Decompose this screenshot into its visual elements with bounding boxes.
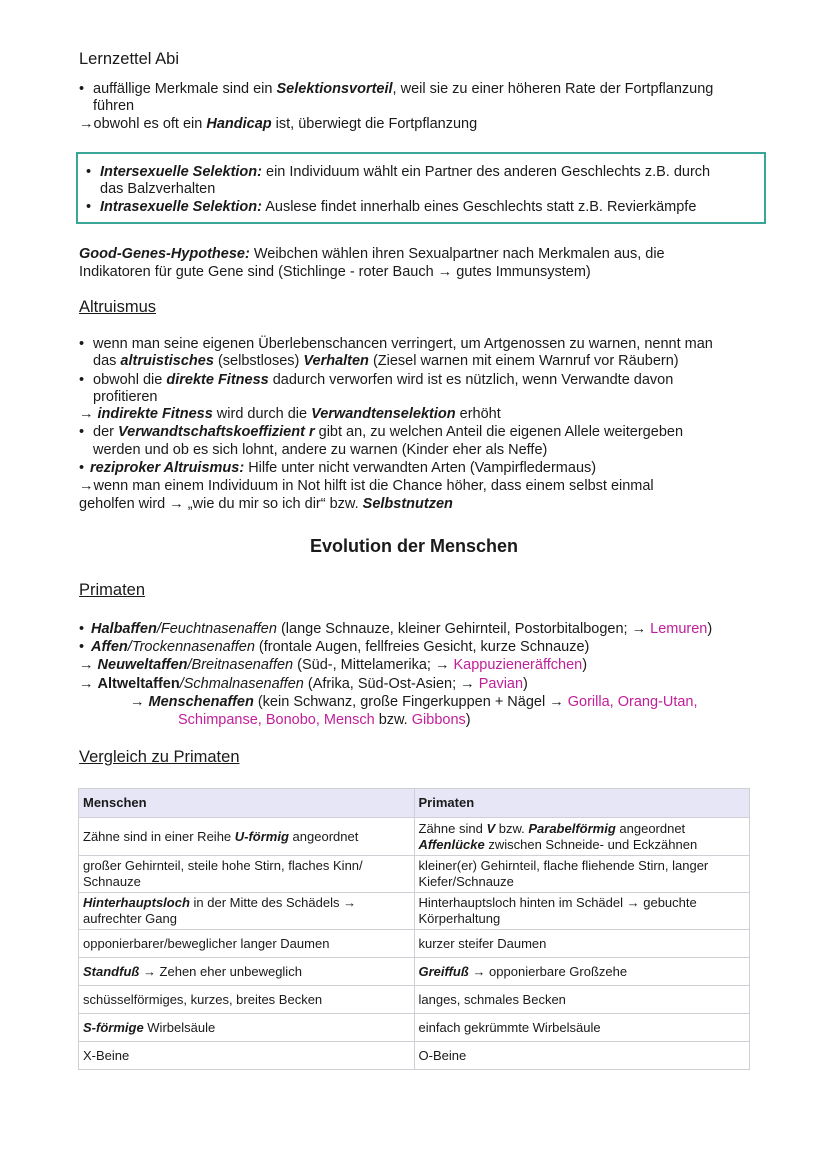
good-genes-cont: Indikatoren für gute Gene sind (Stichlinge - roter Bauch → gutes Immunsystem) xyxy=(79,264,591,280)
page-header: Lernzettel Abi xyxy=(79,50,179,68)
intersexual-selection: • Intersexuelle Selektion: ein Individuum wählt ein Partner des anderen Geschlechts z.B. durch xyxy=(86,164,711,180)
column-header-menschen: Menschen xyxy=(79,789,415,818)
table-cell: kurzer steifer Daumen xyxy=(414,930,750,958)
altruismus-line-5: → indirekte Fitness wird durch die Verwandtenselektion erhöht xyxy=(79,406,501,422)
table-row xyxy=(79,893,750,930)
primaten-line-1: • Halbaffen/Feuchtnasenaffen (lange Schnauze, kleiner Gehirnteil, Postorbitalbogen; → Lemuren) xyxy=(79,621,713,637)
table-cell: X-Beine xyxy=(79,1042,415,1070)
primaten-line-5: → Menschenaffen (kein Schwanz, große Fingerkuppen + Nägel → Gorilla, Orang-Utan, xyxy=(130,694,698,710)
table-row xyxy=(79,1014,750,1042)
altruismus-line-9: →wenn man einem Individuum in Not hilft ist die Chance höher, dass einem selbst einmal xyxy=(79,478,654,494)
evolution-title: Evolution der Menschen xyxy=(309,536,519,556)
altruismus-line-10: geholfen wird → „wie du mir so ich dir“ bzw. Selbstnutzen xyxy=(79,496,453,512)
table-cell: S-förmige Wirbelsäule xyxy=(79,1014,415,1042)
table-cell: langes, schmales Becken xyxy=(414,986,750,1014)
primaten-line-4: → Altweltaffen/Schmalnasenaffen (Afrika, Süd-Ost-Asien; → Pavian) xyxy=(79,676,528,692)
table-cell: Greiffuß → opponierbare Großzehe xyxy=(414,958,750,986)
good-genes-line: Good-Genes-Hypothese: Weibchen wählen ihren Sexualpartner nach Merkmalen aus, die xyxy=(79,246,665,262)
table-cell: Zähne sind in einer Reihe U-förmig angeordnet xyxy=(79,818,415,856)
comparison-table xyxy=(78,788,750,1070)
altruismus-line-2: das altruistisches (selbstloses) Verhalten (Ziesel warnen mit einem Warnruf vor Räubern) xyxy=(93,353,679,369)
intro-bullet-1: • auffällige Merkmale sind ein Selektionsvorteil, weil sie zu einer höheren Rate der Fortpflanzung xyxy=(79,81,714,97)
altruismus-line-7: werden und ob es sich lohnt, andere zu warnen (Kinder eher als Neffe) xyxy=(93,442,548,458)
table-row xyxy=(79,818,750,856)
table-cell: Hinterhauptsloch hinten im Schädel → gebuchte Körperhaltung xyxy=(414,893,750,930)
table-cell: schüsselförmiges, kurzes, breites Becken xyxy=(79,986,415,1014)
primaten-line-6: Schimpanse, Bonobo, Mensch bzw. Gibbons) xyxy=(178,712,471,728)
column-header-primaten: Primaten xyxy=(414,789,750,818)
table-row xyxy=(79,1042,750,1070)
intersexual-selection-cont: das Balzverhalten xyxy=(100,181,216,197)
table-cell: Hinterhauptsloch in der Mitte des Schädels → aufrechter Gang xyxy=(79,893,415,930)
altruismus-heading: Altruismus xyxy=(79,298,157,316)
table-cell: Standfuß → Zehen eher unbeweglich xyxy=(79,958,415,986)
altruismus-line-8: • reziproker Altruismus: Hilfe unter nicht verwandten Arten (Vampirfledermaus) xyxy=(79,460,597,476)
primaten-line-3: → Neuweltaffen/Breitnasenaffen (Süd-, Mittelamerika; → Kappuzieneräffchen) xyxy=(79,657,588,673)
table-cell: kleiner(er) Gehirnteil, flache fliehende Stirn, langer Kiefer/Schnauze xyxy=(414,856,750,893)
intro-bullet-1-cont: führen xyxy=(93,98,135,114)
primaten-line-2: • Affen/Trockennasenaffen (frontale Augen, fellfreies Gesicht, kurze Schnauze) xyxy=(79,639,590,655)
table-row xyxy=(79,856,750,893)
table-cell: O-Beine xyxy=(414,1042,750,1070)
altruismus-line-4: profitieren xyxy=(93,389,158,405)
altruismus-line-6: • der Verwandtschaftskoeffizient r gibt an, zu welchen Anteil die eigenen Allele weitergeben xyxy=(79,424,684,440)
intro-arrow-line: →obwohl es oft ein Handicap ist, überwiegt die Fortpflanzung xyxy=(79,116,478,132)
primaten-heading: Primaten xyxy=(79,581,146,599)
table-cell: großer Gehirnteil, steile hohe Stirn, flaches Kinn/ Schnauze xyxy=(79,856,415,893)
intrasexual-selection: • Intrasexuelle Selektion: Auslese findet innerhalb eines Geschlechts statt z.B. Revierkämpfe xyxy=(86,199,697,215)
table-row xyxy=(79,930,750,958)
vergleich-heading: Vergleich zu Primaten xyxy=(79,748,240,766)
table-cell: Zähne sind V bzw. Parabelförmig angeordnet Affenlücke zwischen Schneide- und Eckzähnen xyxy=(414,818,750,856)
table-header-row xyxy=(79,789,750,818)
table-row xyxy=(79,986,750,1014)
table-row xyxy=(79,958,750,986)
table-cell: einfach gekrümmte Wirbelsäule xyxy=(414,1014,750,1042)
altruismus-line-1: • wenn man seine eigenen Überlebenschancen verringert, um Artgenossen zu warnen, nennt man xyxy=(79,336,713,352)
altruismus-line-3: • obwohl die direkte Fitness dadurch verworfen wird ist es nützlich, wenn Verwandte davon xyxy=(79,372,674,388)
table-cell: opponierbarer/beweglicher langer Daumen xyxy=(79,930,415,958)
